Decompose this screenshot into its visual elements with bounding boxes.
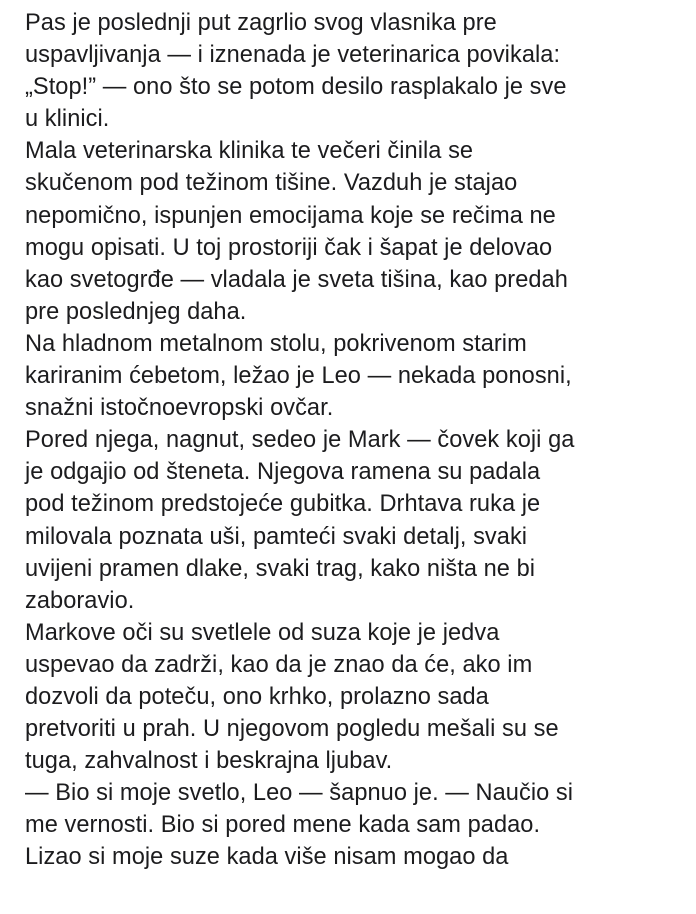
text-line: dozvoli da poteču, ono krhko, prolazno sada	[25, 683, 489, 710]
text-line: Lizao si moje suze kada više nisam mogao da	[25, 844, 509, 871]
text-line: uspevao da zadrži, kao da je znao da će, ako im	[25, 651, 533, 678]
text-line: Pored njega, nagnut, sedeo je Mark — čovek koji ga	[25, 427, 575, 454]
text-line: skučenom pod težinom tišine. Vazduh je stajao	[25, 170, 518, 197]
text-line: pod težinom predstojeće gubitka. Drhtava ruka je	[25, 491, 541, 518]
text-line: pre poslednjeg daha.	[25, 298, 247, 325]
text-line: kariranim ćebetom, ležao je Leo — nekada ponosni,	[25, 363, 572, 390]
text-line: uspavljivanja — i iznenada je veterinarica povikala:	[25, 42, 561, 69]
text-line: Mala veterinarska klinika te večeri činila se	[25, 138, 474, 165]
text-line: je odgajio od šteneta. Njegova ramena su padala	[25, 459, 541, 486]
text-line: Markove oči su svetlele od suza koje je jedva	[25, 619, 500, 646]
text-line: milovala poznata uši, pamteći svaki detalj, svaki	[25, 523, 528, 550]
text-line: „Stop!” — ono što se potom desilo rasplakalo je sve	[25, 74, 567, 101]
text-line: Na hladnom metalnom stolu, pokrivenom starim	[25, 330, 527, 357]
text-line: pretvoriti u prah. U njegovom pogledu mešali su se	[25, 716, 559, 743]
text-line: u klinici.	[25, 106, 110, 133]
text-line: Pas je poslednji put zagrlio svog vlasnika pre	[25, 10, 497, 36]
text-line: — Bio si moje svetlo, Leo — šapnuo je. — Naučio si	[25, 780, 574, 807]
post-text	[25, 7, 690, 874]
text-line: kao svetogrđe — vladala je sveta tišina, kao predah	[25, 266, 568, 293]
text-line: nepomično, ispunjen emocijama koje se rečima ne	[25, 202, 556, 229]
text-line: zaboravio.	[25, 587, 135, 614]
text-line: uvijeni pramen dlake, svaki trag, kako ništa ne bi	[25, 555, 536, 582]
text-line: mogu opisati. U toj prostoriji čak i šapat je delovao	[25, 234, 553, 261]
text-line: tuga, zahvalnost i beskrajna ljubav.	[25, 748, 393, 775]
text-line: me vernosti. Bio si pored mene kada sam padao.	[25, 812, 541, 839]
text-line: snažni istočnoevropski ovčar.	[25, 395, 334, 422]
